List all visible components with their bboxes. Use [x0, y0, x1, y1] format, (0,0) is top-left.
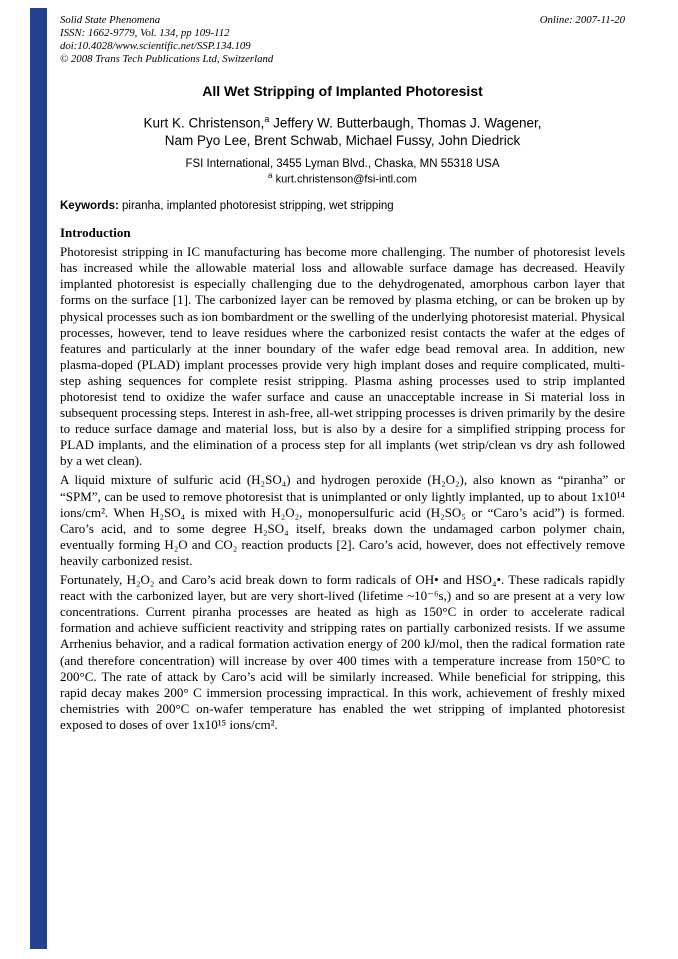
keywords-text: piranha, implanted photoresist stripping, wet stripping: [118, 200, 394, 213]
introduction-paragraph-1: Photoresist stripping in IC manufacturing has become more challenging. The number of photoresist levels has increased while the allowable material loss and allowable surface damage has decreased. Heavily implanted photoresist is especially challenging due to the dehydrogenated, amorphous carbon layer that forms on the surface [1]. The carbonized layer can be removed by plasma etching, or can be broken up by physical processes such as ion bombardment or the swelling of the underlying photoresist material. Physical processes, however, tend to leave residues where the carbonized resist contacts the wafer at the edges of features and particularly at the inner boundary of the wafer edge bead removal area. In addition, new plasma-doped (PLAD) implant processes provide very high implant doses and require complicated, multi-step ashing sequences for complete resist stripping. Plasma ashing processes used to strip implanted photoresist tend to oxidize the wafer surface and cause an unacceptable increase in Si material loss in subsequent processing steps. Interest in ash-free, all-wet stripping processes is driven primarily by the desire to reduce surface damage and material loss, but is also by a desire for a simplified stripping process for PLAD implants, and the elimination of a process step for all implants (wet strip/clean vs dry ash followed by a wet clean).: [60, 244, 625, 469]
introduction-paragraph-3: Fortunately, H₂O₂ and Caro’s acid break down to form radicals of OH• and HSO₄•. These radicals rapidly react with the carbonized layer, but are very short-lived (lifetime ~10⁻⁶s,) and so are present at a very low concentrations. Current piranha processes are heated as high as 150°C in order to accelerate radical formation and achieve sufficient reactivity and stripping rates on partially carbonized resists. If we assume Arrhenius behavior, and a radical formation activation energy of 200 kJ/mol, then the radical formation rate (and therefore concentration) will increase by over 400 times with a temperature increase from 150°C to 200°C. The rate of attack by Caro’s acid will be similarly increased. While beneficial for stripping, this rapid decay makes 200° C immersion processing impractical. In this work, achievement of freshly mixed chemistries with 200°C on-wafer temperature has enabled the wet stripping of implanted photoresist exposed to doses of over 1x10¹⁵ ions/cm².: [60, 572, 625, 732]
authors-line-1-pre: Kurt K. Christenson,: [143, 115, 265, 131]
email-line: [60, 171, 625, 186]
authors-block: [60, 111, 625, 149]
keywords-line: [60, 200, 625, 212]
affiliation: FSI International, 3455 Lyman Blvd., Chaska, MN 55318 USA: [185, 157, 500, 170]
authors-line-1-rest: Jeffery W. Butterbaugh, Thomas J. Wagener,: [269, 115, 542, 131]
authors-line-1: [60, 111, 625, 132]
paper-title: All Wet Stripping of Implanted Photoresist: [202, 83, 483, 99]
left-accent-bar: [30, 8, 47, 949]
page-content: [60, 14, 625, 736]
journal-header-left: [60, 14, 273, 66]
author-affiliation-marker: a: [264, 114, 270, 124]
keywords-label: Keywords:: [60, 200, 119, 213]
introduction-paragraph-2: A liquid mixture of sulfuric acid (H₂SO₄) and hydrogen peroxide (H₂O₂), also known as “piranha” or “SPM”, can be used to remove photoresist that is unimplanted or only lightly implanted, up to about 1x10¹⁴ ions/cm². When H₂SO₄ is mixed with H₂O₂, monopersulfuric acid (H₂SO₅ or “Caro’s acid”) is formed. Caro’s acid, and to some degree H₂SO₄ itself, breaks down the undamaged carbon polymer chain, eventually forming H₂O and CO₂ reaction products [2]. Caro’s acid, however, does not effectively remove heavily carbonized resist.: [60, 472, 625, 568]
email-address: kurt.christenson@fsi-intl.com: [275, 173, 417, 186]
section-heading-introduction: Introduction: [60, 225, 131, 241]
issn-volume-line: ISSN: 1662-9779, Vol. 134, pp 109-112: [60, 27, 230, 39]
authors-line-2: Nam Pyo Lee, Brent Schwab, Michael Fussy, John Diedrick: [164, 132, 521, 148]
journal-name: Solid State Phenomena: [60, 14, 161, 26]
online-date: Online: 2007-11-20: [539, 14, 625, 26]
copyright-line: © 2008 Trans Tech Publications Ltd, Switzerland: [60, 53, 274, 65]
email-affiliation-marker: a: [268, 170, 273, 180]
doi-line: doi:10.4028/www.scientific.net/SSP.134.109: [60, 40, 251, 52]
journal-header: [60, 14, 625, 66]
